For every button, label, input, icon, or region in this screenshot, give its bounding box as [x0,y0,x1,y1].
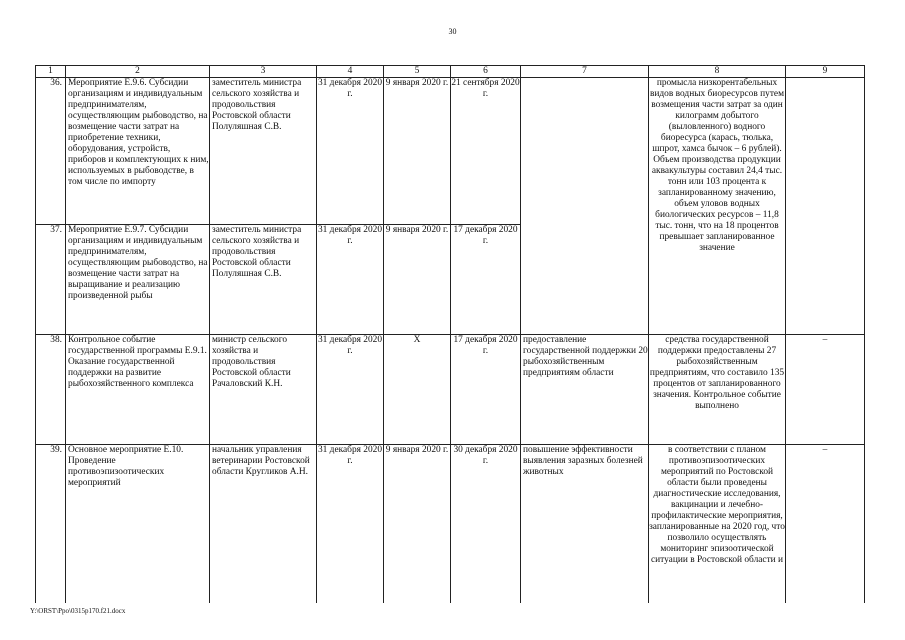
actual-result-cell: промысла низкорентабельных видов водных биоресурсов путем возмещения части затрат за один килограмм добытого (выловленного) водного биоресурса (карась, тюлька, шпрот, хамса бычок – 6 рублей). Объем производства продукции аквакультуры составил 24,4 тыс. тонн или 103 процента к запланированному значению, объем уловов водных биологических ресурсов – 11,8 тыс. тонн, что на 18 процентов превышает запланированное значение [649,78,786,335]
end-date-cell: 17 декабря 2020 г. [451,335,521,445]
expected-result-cell: предоставление государственной поддержки 20 рыбохозяйственным предприятиям области [521,335,649,445]
start-date-cell: 9 января 2020 г. [384,225,451,335]
end-date-cell: 30 декабря 2020 г. [451,445,521,604]
plan-date-cell: 31 декабря 2020 г. [317,225,384,335]
header-cell: 3 [210,66,317,78]
table-row [36,78,865,225]
end-date-cell: 17 декабря 2020 г. [451,225,521,335]
start-date-cell: 9 января 2020 г. [384,445,451,604]
start-date-cell: Х [384,335,451,445]
header-cell: 1 [36,66,66,78]
responsible-cell: заместитель министра сельского хозяйства и продовольствия Ростовской области Полуляшная С.В. [210,225,317,335]
actual-result-cell: средства государственной поддержки предоставлены 27 рыбохозяйственным предприятиям, что составило 135 процентов от запланированного значения. Контрольное событие выполнено [649,335,786,445]
start-date-cell: 9 января 2020 г. [384,78,451,225]
activity-cell: Мероприятие Е.9.7. Субсидии организациям и индивидуальным предпринимателям, осуществляющим рыбоводство, на возмещение части затрат на выращивание и реализацию произведенной рыбы [66,225,210,335]
header-cell: 9 [786,66,865,78]
responsible-cell: заместитель министра сельского хозяйства и продовольствия Ростовской области Полуляшная С.В. [210,78,317,225]
header-cell: 4 [317,66,384,78]
table-row [36,445,865,604]
actual-result-cell: в соответствии с планом противоэпизоотических мероприятий по Ростовской области были проведены диагностические исследования, вакцинации и лечебно-профилактические мероприятия, запланированные на 2020 год, что позволило осуществлять мониторинг эпизоотической ситуации в Ростовской области и [649,445,786,604]
responsible-cell: министр сельского хозяйства и продовольствия Ростовской области Рачаловский К.Н. [210,335,317,445]
plan-date-cell: 31 декабря 2020 г. [317,335,384,445]
note-cell [786,78,865,335]
expected-result-cell [521,78,649,335]
activity-cell: Контрольное событие государственной программы Е.9.1. Оказание государственной поддержки на развитие рыбохозяйственного комплекса [66,335,210,445]
header-cell: 8 [649,66,786,78]
plan-date-cell: 31 декабря 2020 г. [317,445,384,604]
header-cell: 6 [451,66,521,78]
header-cell: 5 [384,66,451,78]
row-number: 38. [36,335,66,445]
note-cell: – [786,335,865,445]
expected-result-cell: повышение эффективности выявления заразных болезней животных [521,445,649,604]
header-cell: 2 [66,66,210,78]
row-number: 37. [36,225,66,335]
plan-date-cell: 31 декабря 2020 г. [317,78,384,225]
activity-cell: Мероприятие Е.9.6. Субсидии организациям и индивидуальным предпринимателям, осуществляющим рыбоводство, на возмещение части затрат на приобретение техники, оборудования, устройств, приборов и комплектующих к ним, используемых в рыбоводстве, в том числе по импорту [66,78,210,225]
row-number: 39. [36,445,66,604]
end-date-cell: 21 сентября 2020 г. [451,78,521,225]
header-row [36,66,865,78]
page-number: 30 [448,27,457,36]
note-cell: – [786,445,865,604]
responsible-cell: начальник управления ветеринарии Ростовской области Кругликов А.Н. [210,445,317,604]
header-cell: 7 [521,66,649,78]
row-number: 36. [36,78,66,225]
document-path: Y:\ORST\Ppo\0315p170.f21.docx [30,607,126,615]
table-row [36,335,865,445]
activity-cell: Основное мероприятие Е.10. Проведение противоэпизоотических мероприятий [66,445,210,604]
report-table [35,65,865,603]
